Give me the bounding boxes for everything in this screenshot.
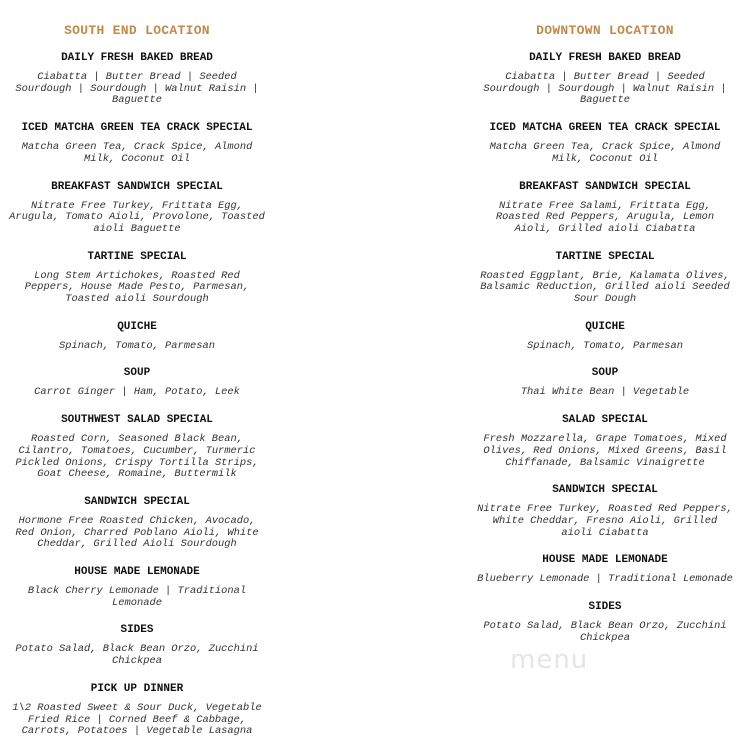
menu-section [6, 414, 268, 481]
menu-section [474, 484, 736, 539]
downtown-column [474, 0, 736, 659]
section-description: Long Stem Artichokes, Roasted Red Peppers, House Made Pesto, Parmesan, Toasted aioli Sourdough [24, 269, 250, 306]
section-title: TARTINE SPECIAL [87, 250, 187, 263]
section-description: Nitrate Free Turkey, Frittata Egg, Arugula, Tomato Aioli, Provolone, Toasted aioli Baguette [9, 199, 265, 235]
section-title: SIDES [120, 624, 154, 637]
menu-section [474, 181, 736, 236]
menu-section [474, 367, 736, 399]
section-description: Matcha Green Tea, Crack Spice, Almond Milk, Coconut Oil [21, 141, 253, 165]
menu-section [6, 122, 268, 165]
section-title: SALAD SPECIAL [562, 414, 648, 427]
section-description: Roasted Corn, Seasoned Black Bean, Cilantro, Tomatoes, Cucumber, Turmeric Pickled Onions, Crispy Tortilla Strips, Goat Cheese, Romaine, Buttermilk [15, 433, 259, 481]
section-title: DAILY FRESH BAKED BREAD [61, 52, 213, 64]
section-description: Spinach, Tomato, Parmesan [527, 339, 683, 352]
menu-sections [474, 52, 736, 644]
section-description: Roasted Eggplant, Brie, Kalamata Olives, Balsamic Reduction, Grilled aioli Seeded Sour Dough [480, 269, 730, 306]
section-title: HOUSE MADE LEMONADE [74, 566, 200, 579]
section-description: Potato Salad, Black Bean Orzo, Zucchini Chickpea [15, 643, 259, 668]
section-description: Matcha Green Tea, Crack Spice, Almond Milk, Coconut Oil [489, 141, 721, 165]
menu-section [474, 122, 736, 165]
menu-section [6, 496, 268, 551]
section-title: ICED MATCHA GREEN TEA CRACK SPECIAL [489, 122, 721, 135]
section-title: SIDES [588, 601, 622, 614]
menu-section [474, 251, 736, 306]
section-description: Fresh Mozzarella, Grape Tomatoes, Mixed Olives, Red Onions, Mixed Greens, Basil Chiffanade, Balsamic Vinaigrette [483, 433, 727, 469]
menu-section [474, 52, 736, 107]
section-title: SANDWICH SPECIAL [84, 495, 190, 508]
menu-section [6, 321, 268, 353]
section-title: PICK UP DINNER [90, 682, 184, 695]
menu-section [474, 601, 736, 644]
section-description: Hormone Free Roasted Chicken, Avocado, Red Onion, Charred Poblano Aioli, White Cheddar, Grilled Aioli Sourdough [15, 514, 259, 551]
menu-section [6, 251, 268, 306]
section-title: SOUP [123, 367, 151, 380]
menu-section [6, 624, 268, 667]
section-description: Nitrate Free Turkey, Roasted Red Peppers, White Cheddar, Fresno Aioli, Grilled aioli Ciabatta [477, 503, 733, 539]
south-end-column [6, 0, 268, 753]
section-title: BREAKFAST SANDWICH SPECIAL [519, 180, 691, 193]
section-title: HOUSE MADE LEMONADE [542, 554, 668, 567]
section-description: Blueberry Lemonade | Traditional Lemonade [477, 573, 733, 586]
section-title: SANDWICH SPECIAL [552, 484, 658, 497]
section-title: TARTINE SPECIAL [555, 250, 655, 263]
section-title: QUICHE [117, 320, 157, 333]
section-description: Carrot Ginger | Ham, Potato, Leek [34, 386, 240, 399]
section-title: SOUP [591, 367, 619, 380]
menu-section [6, 52, 268, 107]
menu-section [6, 367, 268, 399]
section-description: Ciabatta | Butter Bread | Seeded Sourdough | Sourdough | Walnut Raisin | Baguette [15, 71, 259, 107]
section-description: Spinach, Tomato, Parmesan [59, 339, 215, 352]
location-heading: DOWNTOWN LOCATION [536, 23, 674, 38]
section-description: 1\2 Roasted Sweet & Sour Duck, Vegetable Fried Rice | Corned Beef & Cabbage, Carrots, Potatoes | Vegetable Lasagna [12, 701, 262, 738]
section-description: Thai White Bean | Vegetable [520, 386, 690, 399]
menu-section [474, 321, 736, 353]
section-description: Black Cherry Lemonade | Traditional Lemonade [27, 585, 247, 609]
section-description: Potato Salad, Black Bean Orzo, Zucchini Chickpea [483, 620, 727, 644]
menu-section [6, 683, 268, 738]
section-title: SOUTHWEST SALAD SPECIAL [61, 414, 213, 427]
menu-sections [6, 52, 268, 738]
menu-section [6, 566, 268, 609]
section-description: Ciabatta | Butter Bread | Seeded Sourdough | Sourdough | Walnut Raisin | Baguette [483, 71, 727, 107]
menu-section [6, 181, 268, 236]
section-title: ICED MATCHA GREEN TEA CRACK SPECIAL [21, 122, 253, 135]
menu-section [474, 414, 736, 469]
section-title: BREAKFAST SANDWICH SPECIAL [51, 180, 223, 193]
section-title: DAILY FRESH BAKED BREAD [529, 52, 681, 64]
watermark-logo: menu [510, 645, 589, 675]
location-heading: SOUTH END LOCATION [64, 23, 210, 38]
section-title: QUICHE [585, 320, 625, 333]
menu-section [474, 554, 736, 586]
section-description: Nitrate Free Salami, Frittata Egg, Roasted Red Peppers, Arugula, Lemon Aioli, Grilled aioli Ciabatta [495, 199, 715, 235]
